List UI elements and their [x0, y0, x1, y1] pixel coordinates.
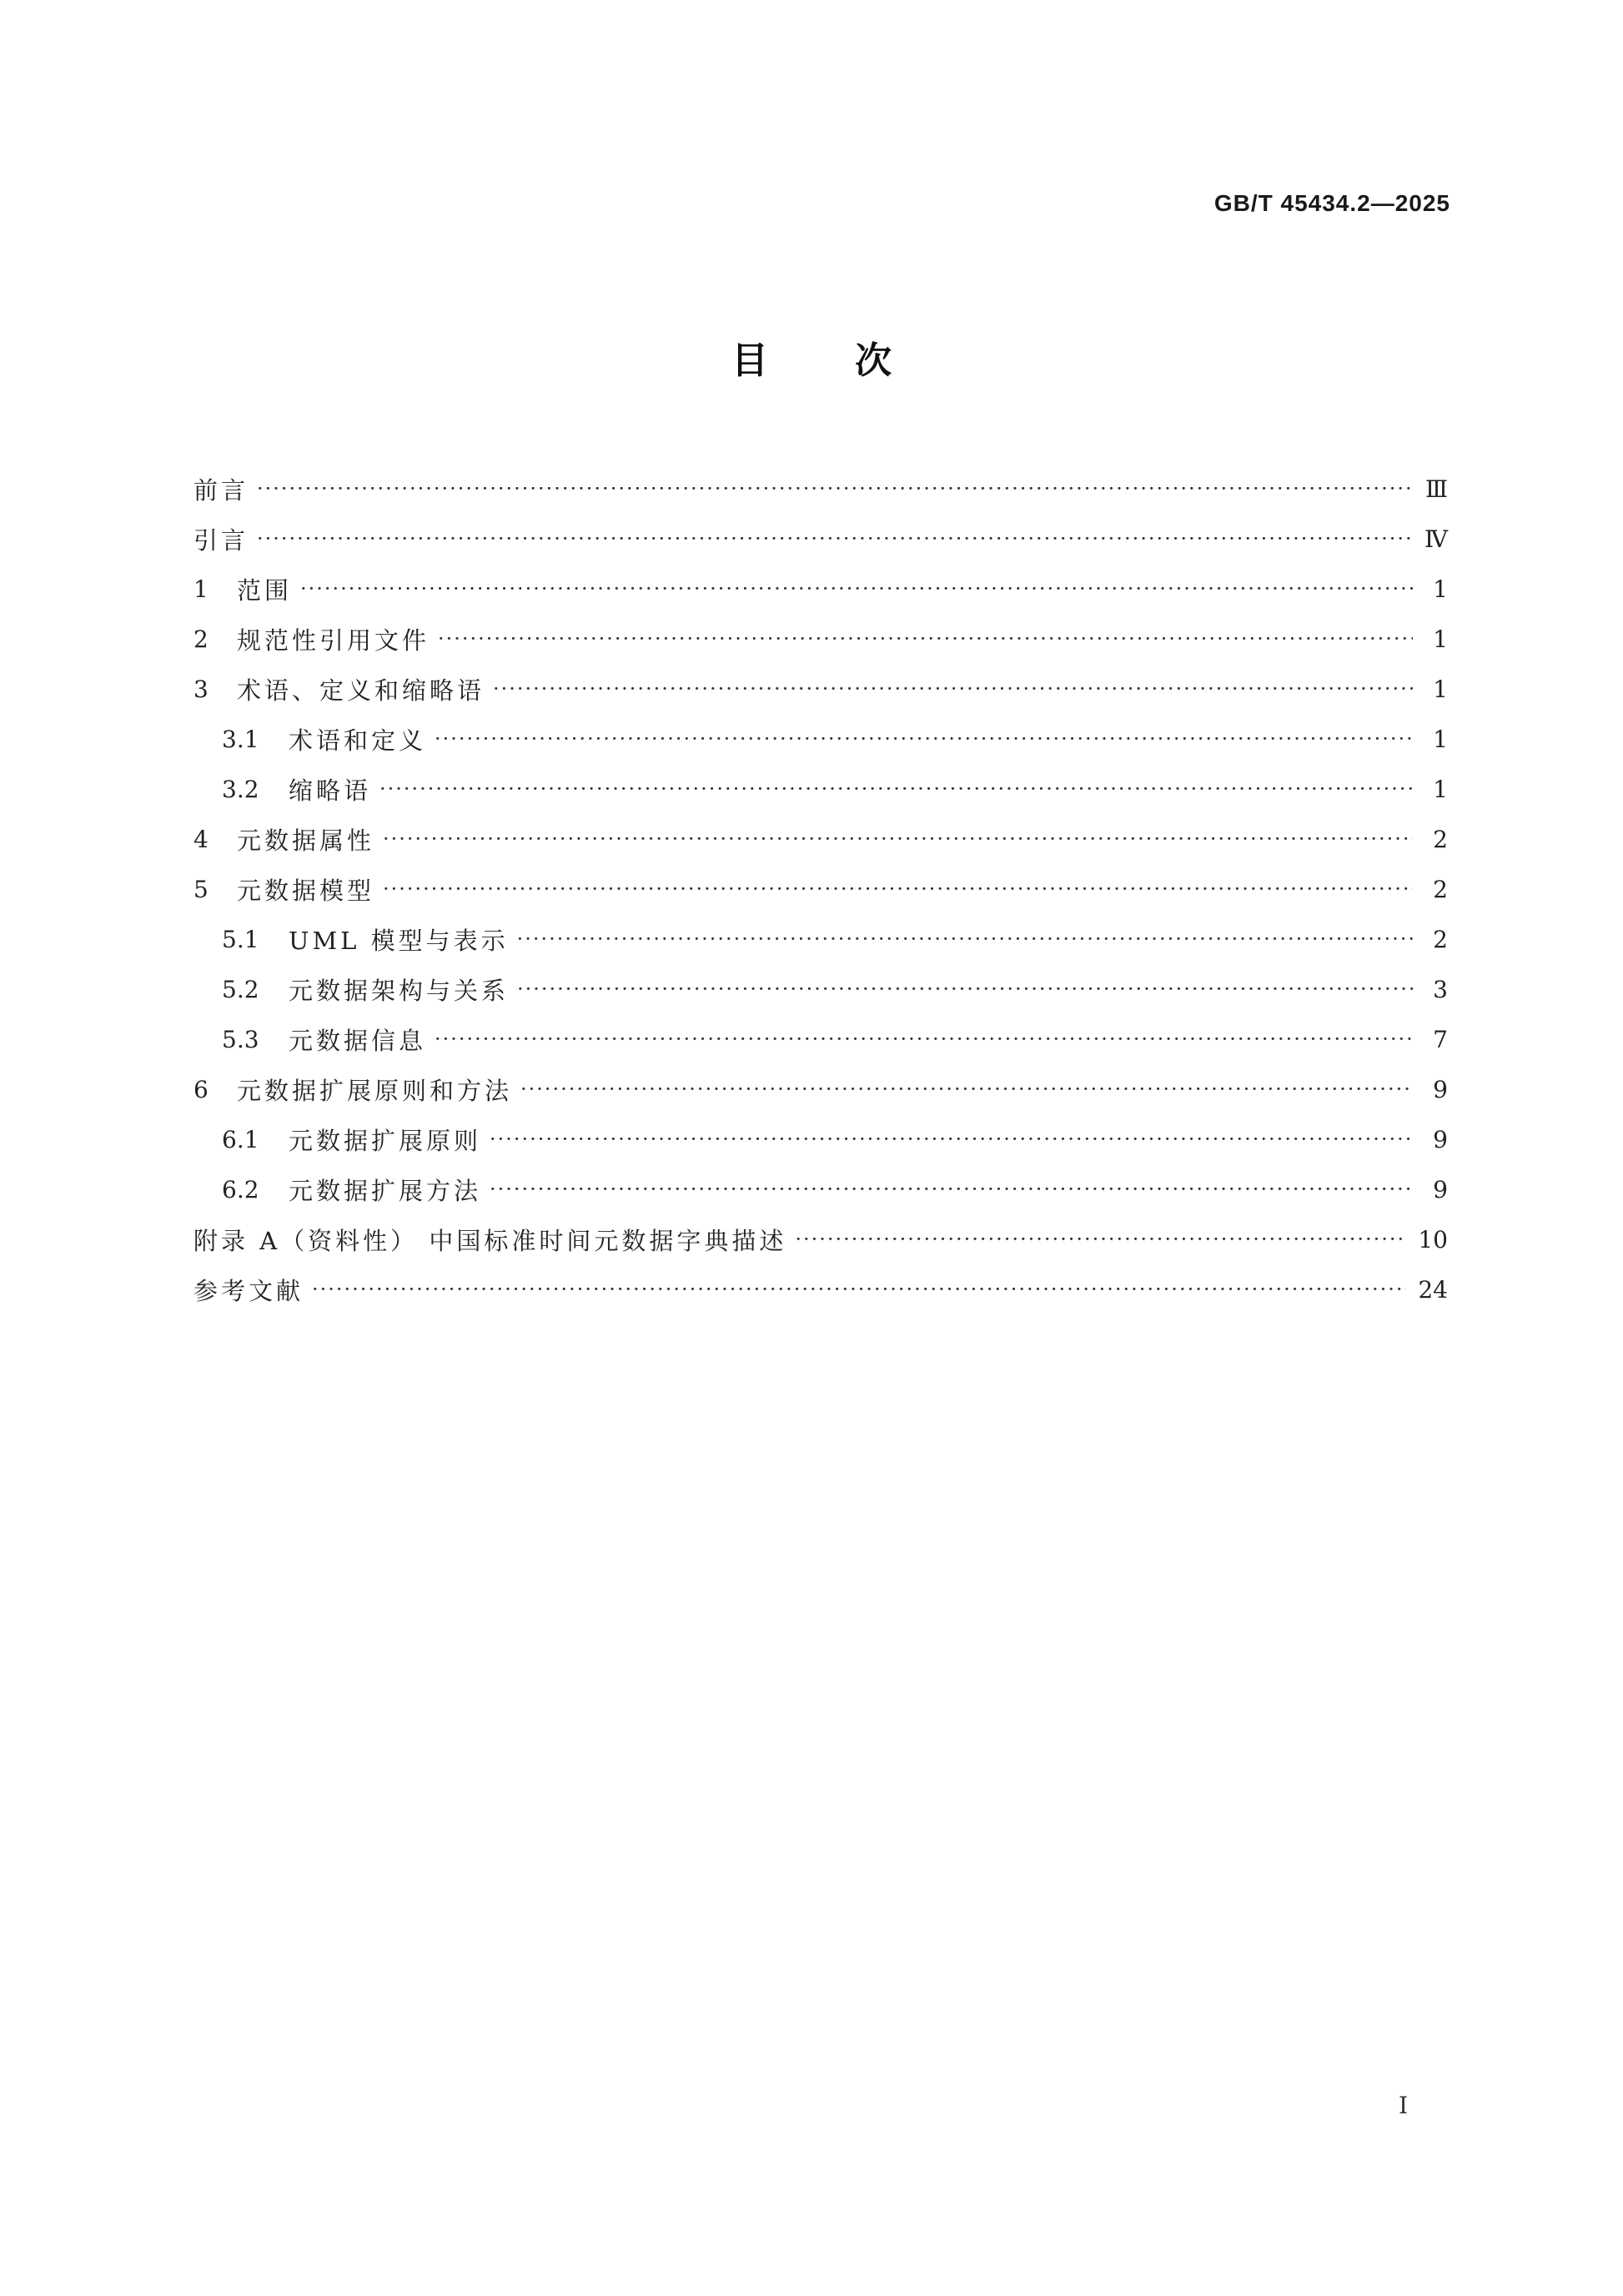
toc-leader-dots [257, 529, 1413, 549]
toc-entry-page: 24 [1418, 1275, 1448, 1304]
toc-entry-title: UML 模型与表示 [289, 926, 509, 955]
toc-entry-title: 前言 [193, 475, 249, 505]
toc-entry-normative-references[interactable] [193, 614, 1448, 664]
toc-entry-foreword[interactable] [193, 464, 1448, 514]
toc-leader-dots [517, 929, 1413, 949]
toc-leader-dots [490, 1179, 1413, 1199]
toc-entry-title: 范围 [237, 575, 293, 605]
standard-code: GB/T 45434.2—2025 [1213, 190, 1450, 216]
toc-entry-title: 缩略语 [289, 776, 372, 805]
toc-leader-dots [435, 729, 1413, 749]
toc-entry-number: 5 [193, 875, 209, 903]
toc-entry-title: 规范性引用文件 [237, 625, 430, 655]
toc-entry-page: 10 [1418, 1225, 1448, 1254]
toc-leader-dots [435, 1029, 1413, 1049]
toc-entry-title: 元数据模型 [237, 876, 375, 905]
toc-entry-title: 元数据属性 [237, 826, 375, 855]
toc-entry-number: 5.3 [222, 1025, 259, 1053]
page-number: I [1398, 2092, 1408, 2119]
toc-entry-metadata-architecture[interactable] [193, 964, 1448, 1014]
toc-entry-annex-a[interactable] [193, 1214, 1448, 1264]
toc-entry-page: 2 [1433, 925, 1448, 953]
toc-entry-title: 附录 A（资料性） 中国标准时间元数据字典描述 [193, 1226, 787, 1255]
toc-entry-extension-principles[interactable] [193, 1114, 1448, 1164]
toc-leader-dots [438, 629, 1413, 649]
toc-entry-page: 2 [1433, 875, 1448, 903]
toc-entry-metadata-information[interactable] [193, 1014, 1448, 1064]
toc-entry-page: 1 [1433, 775, 1448, 803]
toc-entry-page: 9 [1433, 1175, 1448, 1203]
toc-entry-bibliography[interactable] [193, 1264, 1448, 1314]
toc-entry-number: 3 [193, 675, 209, 703]
toc-entry-page: 9 [1433, 1075, 1448, 1103]
toc-leader-dots [383, 879, 1413, 899]
toc-entry-title: 元数据架构与关系 [289, 976, 510, 1005]
toc-entry-page: 7 [1433, 1025, 1448, 1053]
toc-entry-abbreviations[interactable] [193, 764, 1448, 814]
toc-entry-metadata-model[interactable] [193, 864, 1448, 914]
toc-entry-extension-principles-methods[interactable] [193, 1064, 1448, 1114]
toc-entry-number: 3.2 [222, 775, 259, 803]
toc-leader-dots [379, 779, 1413, 799]
toc-entry-page: 9 [1433, 1125, 1448, 1153]
toc-entry-metadata-attributes[interactable] [193, 814, 1448, 864]
toc-entry-number: 2 [193, 625, 209, 653]
toc-entry-number: 5.2 [222, 975, 259, 1003]
toc-leader-dots [257, 479, 1413, 499]
toc-entry-number: 4 [193, 825, 209, 853]
toc-entry-introduction[interactable] [193, 514, 1448, 564]
toc-leader-dots [383, 829, 1413, 849]
toc-entry-page: Ⅳ [1425, 525, 1448, 553]
toc-leader-dots [517, 979, 1413, 999]
toc-entry-title: 引言 [193, 525, 249, 555]
toc-entry-page: 1 [1433, 675, 1448, 703]
toc-entry-number: 6.2 [222, 1175, 259, 1203]
toc-entry-page: Ⅲ [1425, 475, 1448, 503]
toc-title: 目次 [731, 339, 978, 382]
toc-entry-number: 3.1 [222, 725, 259, 753]
toc-entry-number: 5.1 [222, 925, 259, 953]
toc-entry-extension-methods[interactable] [193, 1164, 1448, 1214]
toc-entry-terms-definitions-abbreviations[interactable] [193, 664, 1448, 714]
toc-entry-number: 6 [193, 1075, 209, 1103]
toc-leader-dots [300, 579, 1413, 599]
toc-entry-uml-model[interactable] [193, 914, 1448, 964]
toc-entry-title: 元数据扩展方法 [289, 1176, 482, 1205]
toc-leader-dots [312, 1279, 1406, 1299]
toc-entry-page: 1 [1433, 725, 1448, 753]
toc-entry-page: 1 [1433, 625, 1448, 653]
toc-leader-dots [490, 1129, 1413, 1149]
table-of-contents [193, 464, 1448, 1314]
toc-entry-number: 6.1 [222, 1125, 259, 1153]
toc-entry-page: 1 [1433, 575, 1448, 603]
toc-entry-title: 参考文献 [193, 1276, 304, 1305]
toc-entry-number: 1 [193, 575, 209, 603]
toc-leader-dots [795, 1229, 1406, 1249]
toc-entry-terms-and-definitions[interactable] [193, 714, 1448, 764]
toc-entry-title: 术语和定义 [289, 726, 427, 755]
toc-entry-title: 元数据扩展原则和方法 [237, 1076, 513, 1105]
toc-entry-page: 3 [1433, 975, 1448, 1003]
toc-entry-title: 元数据扩展原则 [289, 1126, 482, 1155]
toc-entry-page: 2 [1433, 825, 1448, 853]
toc-leader-dots [520, 1079, 1413, 1099]
toc-entry-title: 元数据信息 [289, 1026, 427, 1055]
toc-entry-scope[interactable] [193, 564, 1448, 614]
toc-leader-dots [493, 679, 1413, 699]
toc-entry-title: 术语、定义和缩略语 [237, 676, 485, 705]
